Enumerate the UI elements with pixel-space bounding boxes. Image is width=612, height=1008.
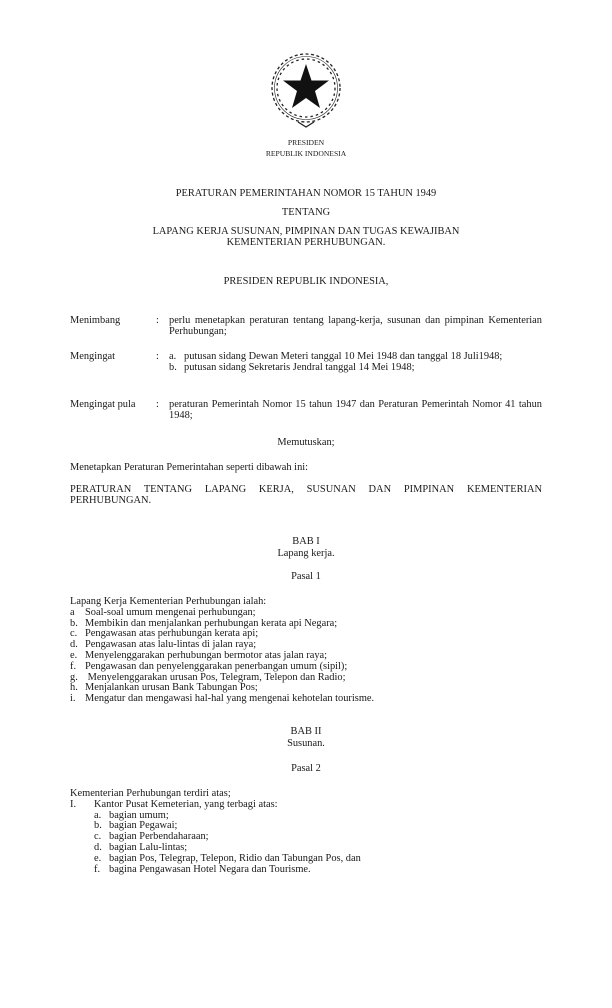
item-key: g.: [70, 671, 78, 683]
pasal2-title: Pasal 2: [291, 763, 321, 774]
item-text: bagian umum;: [109, 809, 169, 821]
item-key: a: [70, 606, 75, 618]
list-item: [70, 662, 542, 673]
item-text: Pengawasan atas perhubungan kerata api;: [85, 628, 259, 640]
item-text: bagina Pengawasan Hotel Negara dan Tourisme.: [109, 863, 311, 875]
mengingat-pula-label: Mengingat pula: [70, 399, 136, 410]
item-key: I.: [70, 798, 77, 810]
pasal1-list: [70, 608, 542, 705]
item-text: Soal-soal umum mengenai perhubungan;: [85, 606, 256, 618]
president-heading: PRESIDEN REPUBLIK INDONESIA,: [223, 276, 389, 287]
header-republik: REPUBLIK INDONESIA: [265, 149, 347, 158]
item-key: a.: [169, 351, 177, 362]
menetapkan: Menetapkan Peraturan Pemerintahan seperti dibawah ini:: [70, 462, 309, 473]
item-text: Menjalankan urusan Bank Tabungan Pos;: [85, 682, 258, 694]
item-key: b.: [94, 820, 102, 832]
mengingat-pula-colon: :: [156, 399, 159, 410]
item-key: d.: [94, 841, 102, 853]
mengingat-label: Mengingat: [70, 351, 116, 362]
list-item: [94, 865, 542, 876]
item-key: e.: [70, 649, 78, 661]
document-title: PERATURAN PEMERINTAHAN NOMOR 15 TAHUN 1949: [175, 188, 437, 199]
item-key: e.: [94, 852, 102, 864]
bab1-title: BAB I: [292, 536, 320, 547]
item-text: Pengawasan dan penyelenggarakan penerbangan umum (sipil);: [85, 660, 348, 672]
bab2-title: BAB II: [290, 726, 322, 737]
item-key: h.: [70, 682, 78, 694]
mengingat-pula-text: peraturan Pemerintah Nomor 15 tahun 1947 dan Peraturan Pemerintah Nomor 41 tahun 1948;: [169, 399, 542, 421]
menimbang-colon: :: [156, 315, 159, 326]
item-text: putusan sidang Sekretaris Jendral tanggal 14 Mei 1948;: [184, 361, 415, 373]
item-key: f.: [70, 660, 77, 672]
item-key: b.: [169, 361, 177, 373]
title-tentang: TENTANG: [281, 207, 331, 218]
pasal1-intro: Lapang Kerja Kementerian Perhubungan ialah:: [70, 596, 267, 607]
title-subject-1: LAPANG KERJA SUSUNAN, PIMPINAN DAN TUGAS KEWAJIBAN: [152, 226, 460, 237]
pasal2-intro: Kementerian Perhubungan terdiri atas;: [70, 788, 231, 799]
peraturan-line-2: PERHUBUNGAN.: [70, 495, 152, 506]
peraturan-line-1: PERATURAN TENTANG LAPANG KERJA, SUSUNAN DAN PIMPINAN KEMENTERIAN: [70, 484, 542, 495]
item-key: d.: [70, 639, 78, 651]
bab1-subtitle: Lapang kerja.: [277, 548, 335, 559]
item-text: bagian Lalu-lintas;: [109, 841, 188, 853]
header-presiden: PRESIDEN: [287, 138, 325, 147]
item-text: Menyelenggarakan perhubungan bermotor atas jalan raya;: [85, 649, 328, 661]
menimbang-label: Menimbang: [70, 315, 121, 326]
memutuskan: Memutuskan;: [277, 437, 335, 448]
item-text: bagian Pos, Telegrap, Telepon, Ridio dan Tabungan Pos, dan: [109, 852, 361, 864]
pasal2-list: [70, 811, 542, 876]
item-key: c.: [70, 628, 78, 640]
item-key: b.: [70, 617, 78, 629]
item-key: i.: [70, 693, 76, 705]
item-text: Menyelenggarakan urusan Pos, Telegram, Telepon dan Radio;: [85, 671, 346, 683]
item-key: c.: [94, 831, 102, 843]
bab2-subtitle: Susunan.: [287, 738, 325, 749]
mengingat-list: [169, 352, 542, 374]
pasal2-body: [70, 789, 542, 875]
item-key: a.: [94, 809, 102, 821]
title-subject-2: KEMENTERIAN PERHUBUNGAN.: [226, 237, 386, 248]
item-text: Kantor Pusat Kemeterian, yang terbagi atas:: [94, 798, 278, 810]
item-text: Mengatur dan mengawasi hal-hal yang mengenai kehotelan tourisme.: [85, 693, 375, 705]
mengingat-colon: :: [156, 351, 159, 362]
list-item: [169, 363, 542, 374]
item-text: Membikin dan menjalankan perhubungan kerata api Negara;: [85, 617, 338, 629]
item-text: bagian Perbendaharaan;: [109, 831, 209, 843]
list-item: [70, 608, 542, 619]
item-key: f.: [94, 863, 101, 875]
item-text: putusan sidang Dewan Meteri tanggal 10 Mei 1948 dan tanggal 18 Juli1948;: [184, 351, 503, 362]
list-item: [94, 854, 542, 865]
list-item: [70, 694, 542, 705]
item-text: bagian Pegawai;: [109, 820, 178, 832]
item-text: Pengawasan atas lalu-lintas di jalan raya;: [85, 639, 257, 651]
menimbang-text: perlu menetapkan peraturan tentang lapang-kerja, susunan dan pimpinan Kementerian Perhubungan;: [169, 315, 542, 337]
presidential-emblem-icon: [268, 50, 344, 130]
roman-item: [70, 800, 542, 811]
pasal1-title: Pasal 1: [291, 571, 321, 582]
pasal1-body: [70, 597, 542, 705]
